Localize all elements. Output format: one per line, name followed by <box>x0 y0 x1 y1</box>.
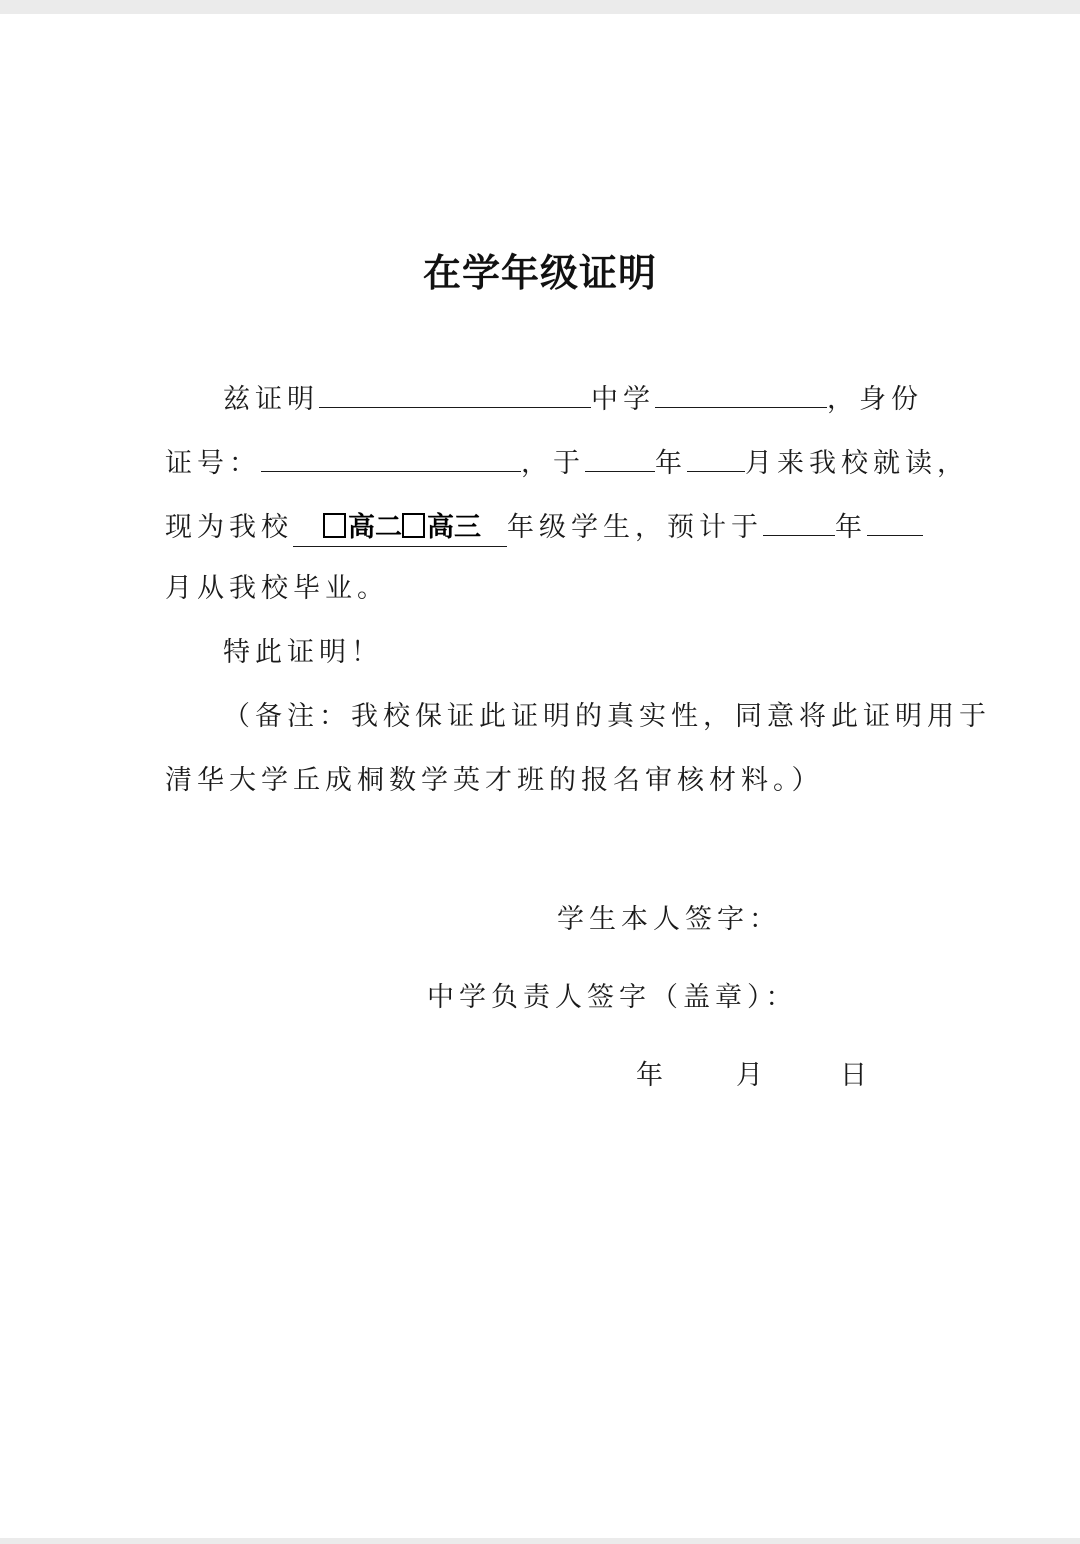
text-id-number: 证号： <box>165 448 261 479</box>
grade-2-label: 高二 <box>348 512 402 543</box>
student-signature-label: 学生本人签字： <box>557 904 781 935</box>
bottom-bar <box>0 1538 1080 1544</box>
date-day: 日 <box>840 1060 872 1091</box>
text-enroll: 月来我校就读， <box>745 448 969 479</box>
text-graduate: 月从我校毕业。 <box>165 573 389 604</box>
note-text-2: 清华大学丘成桐数学英才班的报名审核材料。） <box>165 765 824 796</box>
note-line-1 <box>223 699 991 735</box>
text-id: ，身份 <box>827 384 923 415</box>
body-line-1 <box>223 379 923 415</box>
graduate-year-blank[interactable] <box>763 507 835 536</box>
note-line-2 <box>165 763 824 799</box>
date-year: 年 <box>636 1060 668 1091</box>
body-line-4 <box>165 571 389 607</box>
text-certify: 兹证明 <box>223 384 319 415</box>
text-grade-student: 年级学生，预计于 <box>507 512 763 543</box>
text-currently: 现为我校 <box>165 512 293 543</box>
graduate-month-blank[interactable] <box>867 507 923 536</box>
principal-signature-label: 中学负责人签字（盖章）： <box>427 982 798 1013</box>
school-name-blank[interactable] <box>655 379 827 408</box>
text-at: ，于 <box>521 448 585 479</box>
text-year: 年 <box>655 448 687 479</box>
text-year-2: 年 <box>835 512 867 543</box>
text-hereby: 特此证明！ <box>223 637 383 668</box>
name-blank[interactable] <box>319 379 591 408</box>
hereby-certify <box>223 635 383 671</box>
grade-2-checkbox[interactable] <box>323 513 346 538</box>
date-month: 月 <box>736 1060 768 1091</box>
text-middle-school: 中学 <box>591 384 655 415</box>
grade-3-label: 高三 <box>427 512 481 543</box>
enroll-month-blank[interactable] <box>687 443 745 472</box>
grade-options <box>293 510 507 547</box>
body-line-3 <box>165 507 923 543</box>
body-line-2 <box>165 443 969 479</box>
document-title: 在学年级证明 <box>422 250 657 295</box>
id-number-blank[interactable] <box>261 443 521 472</box>
enroll-year-blank[interactable] <box>585 443 655 472</box>
note-text-1: （备注：我校保证此证明的真实性，同意将此证明用于 <box>223 701 991 732</box>
grade-3-checkbox[interactable] <box>402 513 425 538</box>
top-bar <box>0 0 1080 14</box>
document-page <box>0 14 1080 1538</box>
